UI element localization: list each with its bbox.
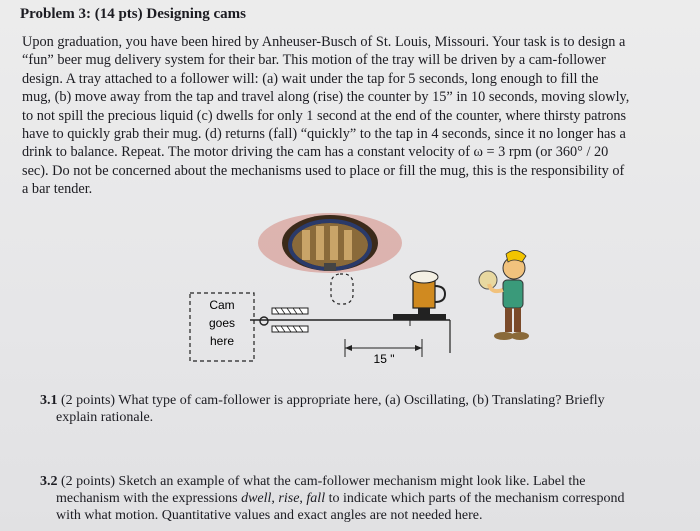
question-text: (2 points) What type of cam-follower is appropriate here, (a) Oscillating, (b) Translating? Briefly (57, 393, 605, 408)
intro-line: mug, (b) move away from the tap and travel along (rise) the counter by 15” in 10 seconds, moving slowly, (22, 89, 630, 106)
term-dwell: dwell (241, 491, 272, 506)
intro-line: design. A tray attached to a follower will: (a) wait under the tap for 5 seconds, long enough to fill the (22, 70, 599, 87)
dimension-label: 15 " (373, 352, 395, 366)
follower-roller (260, 317, 268, 325)
beer-mug-illustration (410, 271, 445, 314)
figure-drawing (180, 208, 540, 378)
intro-line: to not spill the precious liquid (c) dwells for only 1 second at the end of the counter, where thirsty patrons (22, 107, 627, 124)
intro-line: have to quickly grab their mug. (d) returns (fall) “quickly” to the tap in 4 seconds, since it no longer has a (22, 126, 626, 143)
beer-barrel-illustration (258, 213, 402, 273)
cam-label-line: Cam (209, 298, 235, 312)
problem-title: Problem 3: (14 pts) Designing cams (20, 6, 246, 22)
question-text: to indicate which parts of the mechanism correspond (325, 491, 625, 506)
question-3-1 (40, 392, 660, 426)
term-fall: fall (306, 491, 326, 506)
question-text: (2 points) Sketch an example of what the cam-follower mechanism might look like. Label the (57, 474, 586, 489)
question-text-line (40, 490, 670, 507)
question-number: 3.1 (40, 393, 58, 408)
intro-line: a bar tender. (22, 181, 93, 198)
question-text: with what motion. Quantitative values and exact angles are not needed here. (56, 508, 483, 523)
tray (393, 314, 446, 320)
cam-label-line: goes (208, 316, 236, 330)
intro-line: Upon graduation, you have been hired by Anheuser-Busch of St. Louis, Missouri. Your task is to design a (22, 34, 626, 50)
question-text: mechanism with the expressions (56, 491, 242, 506)
question-3-2 (40, 473, 670, 524)
question-number: 3.2 (40, 474, 58, 489)
intro-line: drink to balance. Repeat. The motor driving the cam has a constant velocity of ω = 3 rpm (or 360° / 20 (22, 144, 609, 161)
patron-illustration (479, 250, 529, 340)
intro-line: sec). Do not be concerned about the mechanisms used to place or fill the mug, this is the responsibility of (22, 162, 625, 179)
bar-figure (180, 208, 540, 378)
question-text: explain rationale. (56, 410, 154, 425)
separator: , (299, 491, 307, 506)
cam-label-line: here (209, 334, 235, 348)
mug-placeholder (331, 274, 353, 304)
separator: , (271, 491, 279, 506)
term-rise: rise (278, 491, 300, 506)
problem-intro (22, 33, 682, 199)
intro-line: “fun” beer mug delivery system for their bar. This motion of the tray will be driven by a cam-follower (22, 52, 606, 69)
